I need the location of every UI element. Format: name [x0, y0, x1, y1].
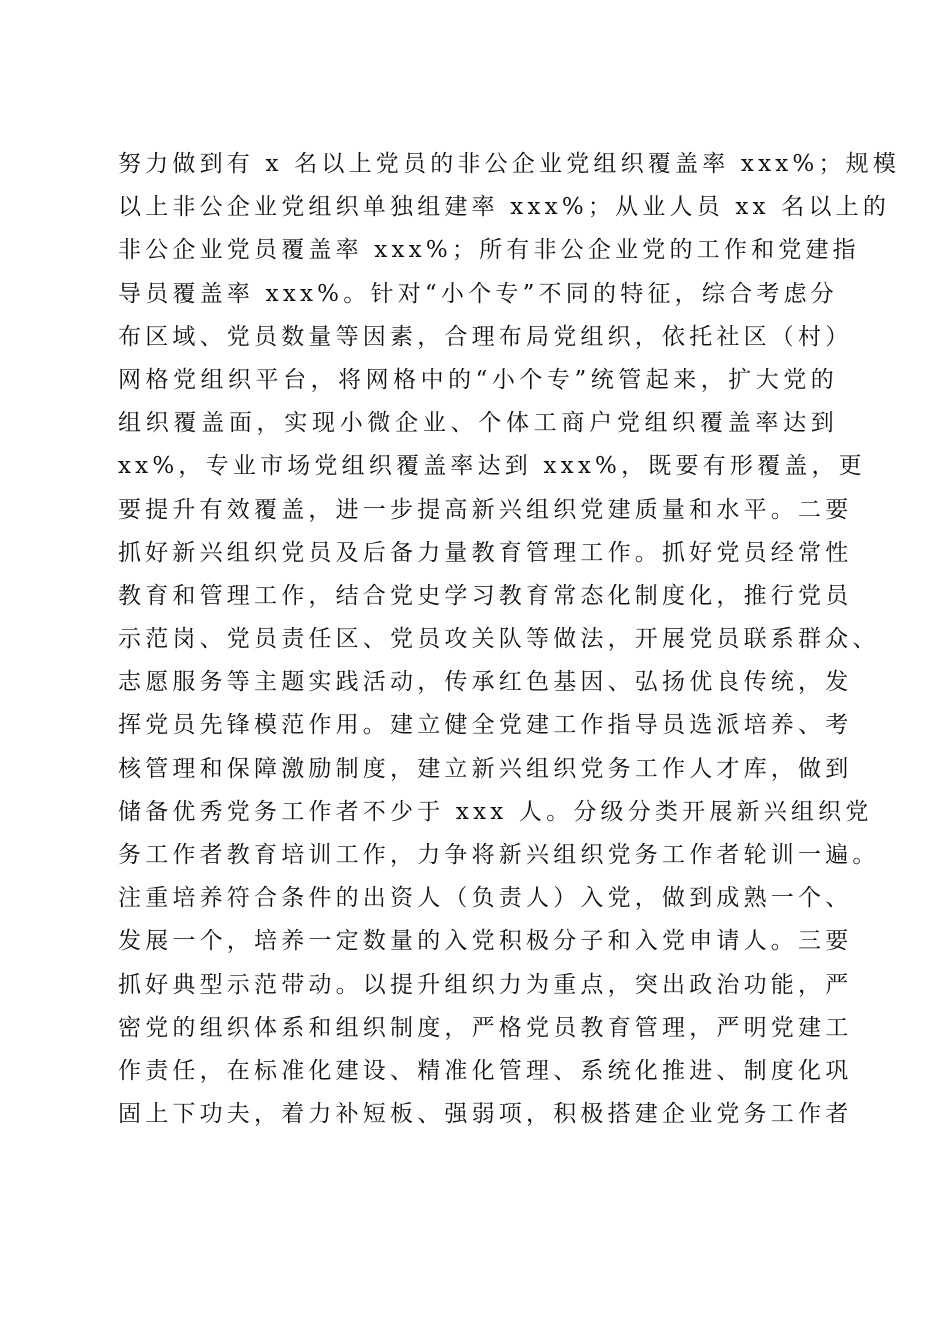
- text-line: 抓好新兴组织党员及后备力量教育管理工作。抓好党员经常性: [118, 539, 853, 566]
- text-line: 努力做到有 x 名以上党员的非公企业党组织覆盖率 xxx%；规模: [118, 151, 901, 177]
- text-line: xx%，专业市场党组织覆盖率达到 xxx%，既要有形覆盖，更: [118, 453, 866, 480]
- body-paragraph: [118, 143, 901, 1136]
- text-line: 示范岗、党员责任区、党员攻关队等做法，开展党员联系群众、: [118, 626, 880, 653]
- text-line: 发展一个，培养一定数量的入党积极分子和入党申请人。三要: [118, 928, 853, 955]
- text-line: 组织覆盖面，实现小微企业、个体工商户党组织覆盖率达到: [118, 410, 838, 437]
- text-line: 以上非公企业党组织单独组建率 xxx%；从业人员 xx 名以上的: [118, 194, 891, 221]
- text-line: 志愿服务等主题实践活动，传承红色基因、弘扬优良传统，发: [118, 669, 853, 696]
- text-line: 布区域、党员数量等因素，合理布局党组织，依托社区（村）: [118, 323, 853, 350]
- text-line: 挥党员先锋模范作用。建立健全党建工作指导员选派培养、考: [118, 712, 853, 739]
- text-line: 注重培养符合条件的出资人（负责人）入党，做到成熟一个、: [118, 885, 853, 912]
- text-line: 务工作者教育培训工作，力争将新兴组织党务工作者轮训一遍。: [118, 842, 880, 868]
- text-line: 教育和管理工作，结合党史学习教育常态化制度化，推行党员: [118, 582, 853, 609]
- text-line: 作责任，在标准化建设、精准化管理、系统化推进、制度化巩: [118, 1057, 853, 1084]
- text-line: 储备优秀党务工作者不少于 xxx 人。分级分类开展新兴组织党: [118, 798, 873, 825]
- text-line: 导员覆盖率 xxx%。针对“小个专”不同的特征，综合考虑分: [118, 280, 838, 307]
- text-line: 核管理和保障激励制度，建立新兴组织党务工作人才库，做到: [118, 755, 853, 782]
- text-line: 网格党组织平台，将网格中的“小个专”统管起来，扩大党的: [118, 366, 838, 393]
- text-line: 固上下功夫，着力补短板、强弱项，积极搭建企业党务工作者: [118, 1101, 853, 1128]
- text-line: 要提升有效覆盖，进一步提高新兴组织党建质量和水平。二要: [118, 496, 853, 523]
- text-line: 密党的组织体系和组织制度，严格党员教育管理，严明党建工: [118, 1014, 853, 1041]
- text-line: 抓好典型示范带动。以提升组织力为重点，突出政治功能，严: [118, 971, 853, 998]
- text-line: 非公企业党员覆盖率 xxx%；所有非公企业党的工作和党建指: [118, 237, 860, 264]
